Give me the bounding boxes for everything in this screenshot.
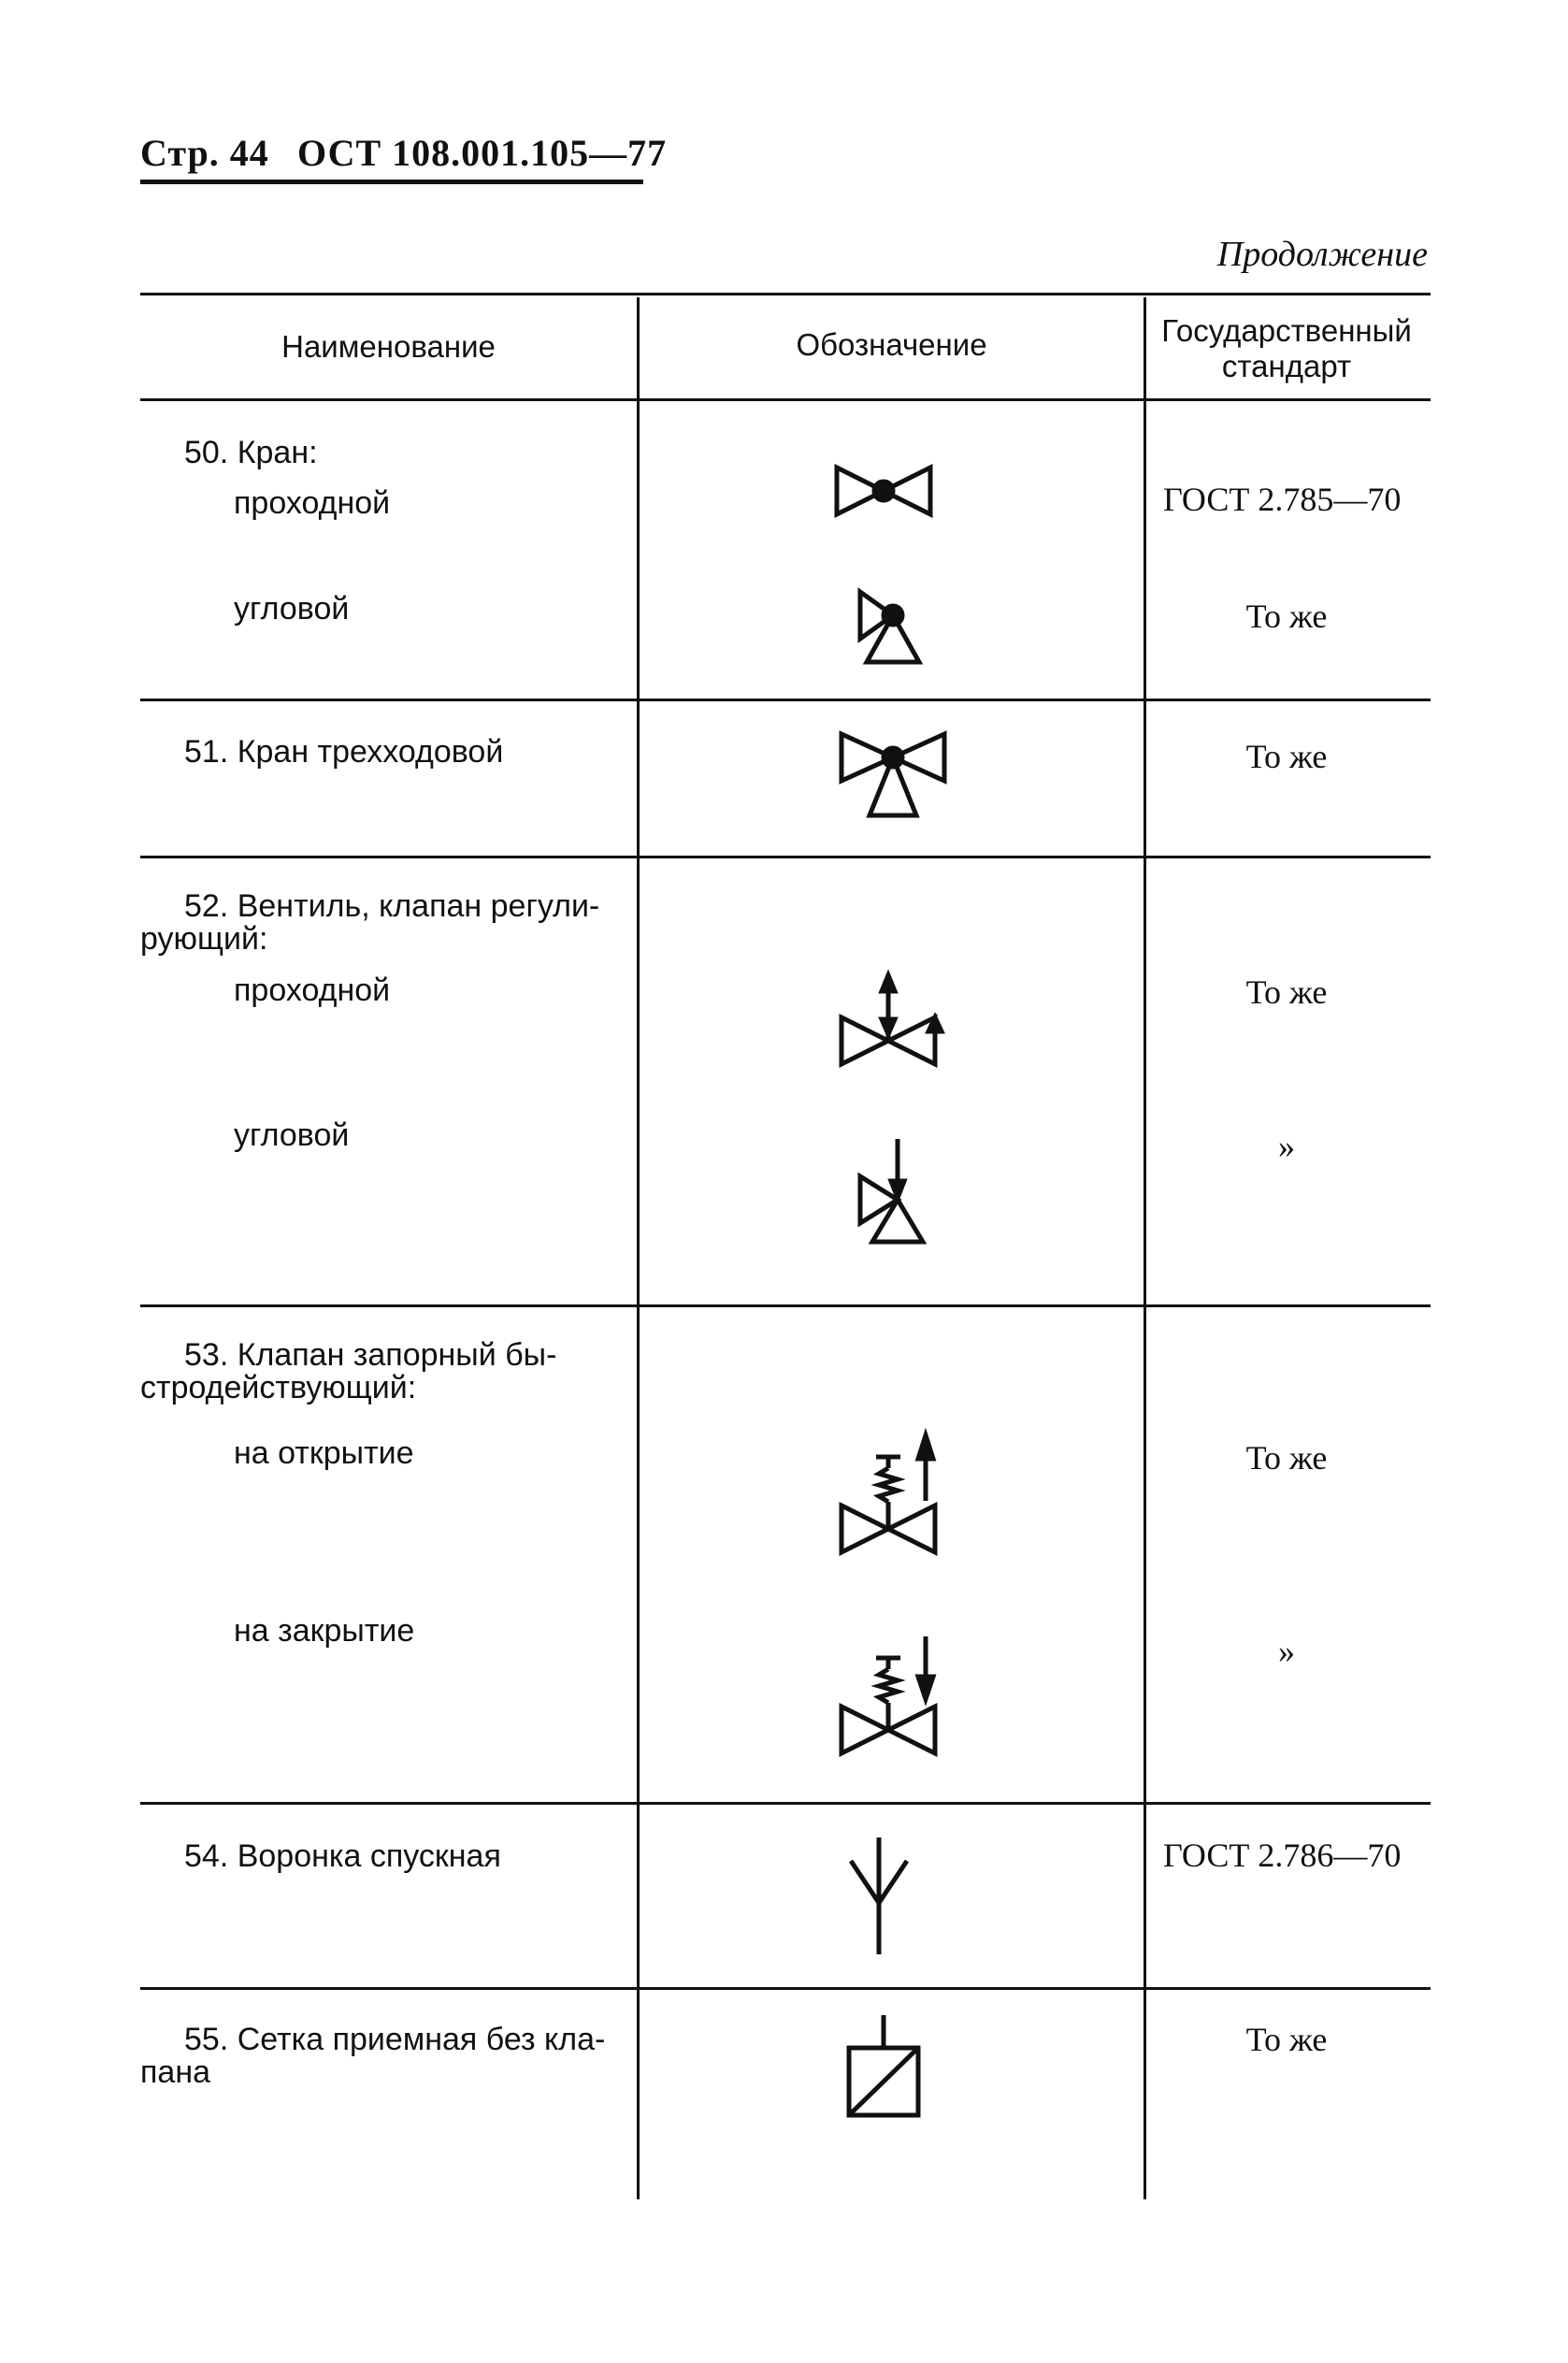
- column-divider: [1144, 297, 1146, 2199]
- row-standard: ГОСТ 2.785—70: [1163, 481, 1402, 518]
- row-divider: [140, 1987, 1431, 1990]
- row-title: 54. Воронка спускная: [184, 1838, 501, 1874]
- row-item-label: на закрытие: [234, 1613, 415, 1649]
- valve-cock-angle-icon: [856, 587, 935, 667]
- row-standard: ГОСТ 2.786—70: [1163, 1837, 1402, 1874]
- valve-cock-straight-icon: [832, 463, 935, 519]
- continuation-label: Продолжение: [1216, 235, 1428, 274]
- row-title: 50. Кран:: [184, 435, 318, 470]
- row-divider: [140, 1304, 1431, 1307]
- quick-valve-opening-icon: [837, 1431, 949, 1557]
- row-item-label: на открытие: [234, 1435, 414, 1471]
- document-code: ОСТ 108.001.105—77: [297, 132, 668, 174]
- row-title-continued: пана: [140, 2054, 211, 2090]
- row-title: 55. Сетка приемная без кла-: [184, 2022, 606, 2057]
- column-header-name: Наименование: [281, 329, 496, 364]
- header-underline: [140, 180, 643, 184]
- row-item-label: угловой: [234, 591, 350, 627]
- column-header-standard: Государственный стандарт: [1161, 313, 1412, 383]
- row-title: 52. Вентиль, клапан регули-: [184, 888, 600, 924]
- row-standard: »: [1278, 1128, 1295, 1165]
- row-item-label: проходной: [234, 485, 391, 521]
- row-standard: То же: [1245, 1439, 1328, 1477]
- row-divider: [140, 699, 1431, 701]
- column-divider: [637, 297, 640, 2199]
- row-standard: То же: [1245, 2021, 1328, 2058]
- page-number: Стр. 44: [140, 132, 269, 174]
- header-bottom-line: [140, 398, 1431, 401]
- control-valve-straight-icon: [837, 971, 954, 1073]
- table-top-line: [140, 293, 1431, 295]
- row-standard: То же: [1245, 598, 1328, 635]
- row-standard: »: [1278, 1633, 1295, 1670]
- row-divider: [140, 1802, 1431, 1805]
- row-item-label: проходной: [234, 973, 391, 1008]
- row-standard: То же: [1245, 973, 1328, 1011]
- row-title: 53. Клапан запорный бы-: [184, 1337, 557, 1373]
- quick-valve-closing-icon: [837, 1632, 949, 1758]
- control-valve-angle-icon: [856, 1134, 930, 1246]
- row-title-continued: стродействующий:: [140, 1370, 417, 1405]
- intake-strainer-icon: [842, 2010, 926, 2123]
- row-standard: То же: [1245, 738, 1328, 775]
- row-title-continued: рующий:: [140, 921, 268, 957]
- row-title: 51. Кран трехходовой: [184, 734, 504, 770]
- row-item-label: угловой: [234, 1117, 350, 1153]
- drain-funnel-icon: [846, 1833, 912, 1959]
- valve-cock-three-way-icon: [837, 729, 949, 823]
- column-header-symbol: Обозначение: [796, 327, 987, 362]
- row-divider: [140, 856, 1431, 858]
